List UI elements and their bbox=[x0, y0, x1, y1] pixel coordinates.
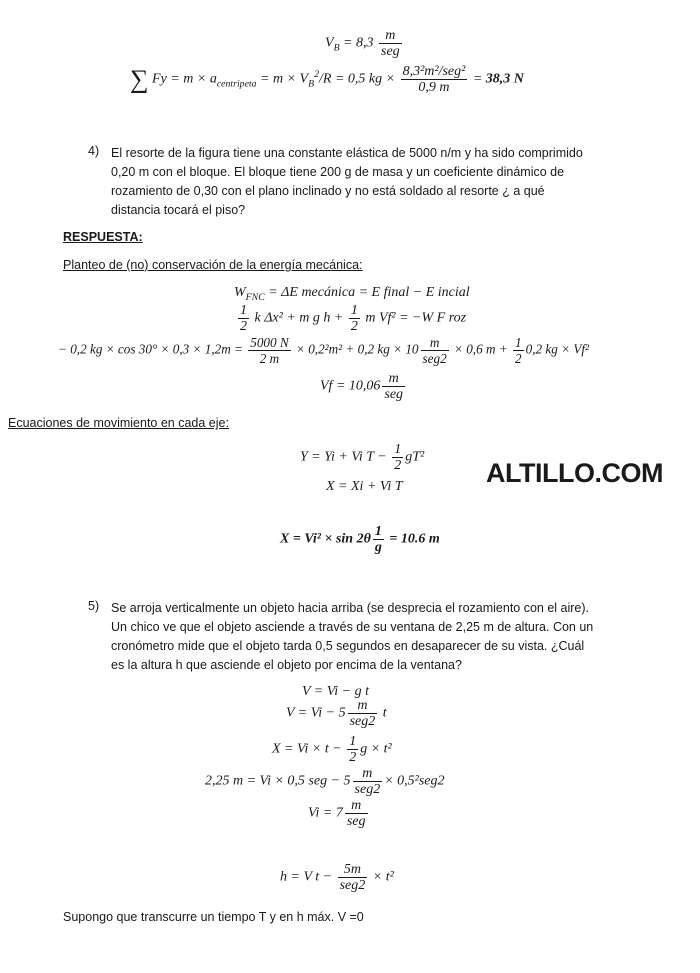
eq-text: g × t² bbox=[360, 741, 392, 757]
frac-den: 2 m bbox=[259, 351, 280, 366]
equation-wfnc bbox=[234, 285, 470, 303]
equation-5-6 bbox=[280, 862, 394, 893]
eq-text: t bbox=[379, 705, 387, 721]
eq-text: X = Vi² × sin 2θ bbox=[280, 531, 371, 547]
problem-4-number: 4) bbox=[88, 144, 100, 158]
equation-5-3 bbox=[272, 734, 392, 765]
eq-subscript: centripeta bbox=[216, 78, 257, 90]
eq-fraction bbox=[248, 335, 290, 366]
frac-num: 8,3²m²/seg² bbox=[402, 64, 466, 79]
frac-den: 2 bbox=[240, 319, 247, 334]
text-line: Se arroja verticalmente un objeto hacia arriba (se desprecia el rozamiento con el aire). bbox=[111, 601, 590, 615]
eq-text: Fy = m × a bbox=[152, 71, 217, 87]
eq-fraction bbox=[345, 798, 368, 829]
text-line: es la altura h que asciende el objeto por encima de la ventana? bbox=[111, 658, 462, 672]
frac-num: 1 bbox=[240, 303, 247, 318]
frac-num: m bbox=[382, 371, 405, 387]
eq-fraction bbox=[353, 766, 383, 797]
frac-num: 5m bbox=[338, 862, 368, 878]
eq-result: 38,3 N bbox=[485, 71, 524, 87]
frac-num: m bbox=[421, 335, 449, 351]
eq-fraction bbox=[349, 303, 360, 334]
eq-text: − 0,2 kg × cos 30° × 0,3 × 1,2m = bbox=[58, 341, 247, 357]
text-line: El resorte de la figura tiene una constante elástica de 5000 n/m y ha sido comprimido bbox=[111, 146, 583, 160]
text-line: rozamiento de 0,30 con el plano inclinado y no está soldado al resorte ¿ a qué bbox=[111, 184, 545, 198]
frac-den: seg bbox=[346, 814, 366, 829]
final-text: Supongo que transcurre un tiempo T y en h máx. V =0 bbox=[63, 910, 364, 924]
eq-text: × 0,5²seg2 bbox=[384, 773, 445, 789]
eq-text: k Δx² + m g h + bbox=[251, 310, 347, 326]
frac-den: seg2 bbox=[422, 351, 447, 366]
equation-vb bbox=[325, 28, 404, 59]
eq-text: h = V t − bbox=[280, 869, 336, 885]
frac-num: 1 bbox=[515, 335, 522, 350]
equation-5-2 bbox=[286, 698, 387, 729]
eq-text: Y = Yi + Vi T − bbox=[300, 449, 391, 465]
problem-5-number: 5) bbox=[88, 599, 100, 613]
frac-den: 2 bbox=[350, 319, 358, 334]
frac-num: 1 bbox=[349, 734, 357, 749]
eq-fraction bbox=[379, 28, 402, 59]
frac-num: m bbox=[345, 798, 368, 814]
problem-4-text bbox=[111, 144, 671, 220]
eq-fraction bbox=[338, 862, 368, 893]
text-line: 0,20 m con el bloque. El bloque tiene 200 g de masa y un coeficiente dinámico de bbox=[111, 165, 565, 179]
frac-num: m bbox=[353, 766, 383, 782]
eq-fraction bbox=[238, 303, 249, 334]
eq-fraction bbox=[348, 698, 378, 729]
eq-text: Vi = 7 bbox=[308, 805, 343, 821]
equation-5-4 bbox=[205, 766, 445, 797]
eq-text: = bbox=[469, 71, 486, 87]
eq-subscript: FNC bbox=[245, 291, 265, 303]
eq-superscript: 2 bbox=[314, 69, 319, 81]
eq-fraction bbox=[421, 335, 449, 366]
frac-num: 1 bbox=[394, 442, 402, 457]
frac-den: 2 bbox=[349, 750, 357, 765]
equation-energy bbox=[236, 303, 466, 334]
planteo-heading: Planteo de (no) conservación de la energía mecánica: bbox=[63, 258, 363, 272]
frac-num: 5000 N bbox=[250, 335, 289, 350]
eq-text: V = Vi − 5 bbox=[286, 705, 346, 721]
equation-5-1: V = Vi − g t bbox=[302, 684, 369, 699]
problem-5-text bbox=[111, 599, 691, 675]
text-line: Un chico ve que el objeto asciende a través de su ventana de 2,25 m de altura. Con un bbox=[111, 620, 594, 634]
equation-y bbox=[300, 442, 424, 473]
frac-den: seg bbox=[384, 387, 404, 402]
sigma-symbol: ∑ bbox=[130, 64, 149, 94]
eq-text: Vf = 10,06 bbox=[320, 378, 381, 394]
eq-text: = 8,3 bbox=[339, 35, 374, 51]
eq-text: = ΔE mecánica = E final − E incial bbox=[264, 285, 470, 300]
eq-fraction bbox=[401, 64, 468, 95]
frac-den: 2 bbox=[515, 351, 522, 366]
equation-vf bbox=[320, 371, 407, 402]
eq-text: × t² bbox=[369, 869, 394, 885]
eq-symbol: V bbox=[325, 35, 334, 51]
frac-num: m bbox=[348, 698, 378, 714]
equation-sum-fy bbox=[130, 64, 524, 95]
frac-num: m bbox=[379, 28, 402, 44]
eq-text: m Vf² = −W F roz bbox=[361, 310, 467, 326]
eq-text: gT² bbox=[405, 449, 425, 465]
equation-numeric bbox=[58, 335, 589, 366]
frac-den: 0,9 m bbox=[418, 80, 450, 95]
eq-fraction bbox=[382, 371, 405, 402]
frac-den: g bbox=[374, 540, 382, 555]
eq-text: × 0,2²m² + 0,2 kg × 10 bbox=[292, 341, 419, 357]
eq-fraction bbox=[347, 734, 358, 765]
eq-text: /R = 0,5 kg × bbox=[319, 71, 396, 87]
eq-fraction bbox=[392, 442, 403, 473]
eq-symbol: W bbox=[234, 285, 246, 300]
eq-text: X = Vi × t − bbox=[272, 741, 346, 757]
frac-num: 1 bbox=[374, 524, 382, 539]
altillo-watermark: ALTILLO.COM bbox=[486, 458, 663, 488]
equation-x: X = Xi + Vi T bbox=[326, 479, 403, 494]
eq-text: × 0,6 m + bbox=[450, 341, 511, 357]
text-line: cronómetro mide que el objeto tarda 0,5 segundos en desaparecer de su vista. ¿Cuál bbox=[111, 639, 585, 653]
frac-den: seg bbox=[381, 44, 400, 59]
eq-subscript: B bbox=[333, 42, 340, 54]
frac-den: seg2 bbox=[339, 878, 366, 893]
eq-text: = 10.6 m bbox=[385, 531, 440, 547]
text-line: distancia tocará el piso? bbox=[111, 203, 246, 217]
respuesta-heading: RESPUESTA: bbox=[63, 230, 143, 244]
equation-5-5 bbox=[308, 798, 370, 829]
frac-den: seg2 bbox=[349, 714, 376, 729]
eq-text: 2,25 m = Vi × 0,5 seg − 5 bbox=[205, 773, 351, 789]
eq-text: = m × V bbox=[256, 71, 309, 87]
ecuaciones-heading: Ecuaciones de movimiento en cada eje: bbox=[8, 416, 229, 430]
frac-den: seg2 bbox=[354, 782, 381, 797]
eq-fraction bbox=[513, 335, 524, 366]
frac-den: 2 bbox=[394, 458, 402, 473]
frac-num: 1 bbox=[350, 303, 358, 318]
eq-fraction bbox=[373, 524, 384, 555]
equation-x-result bbox=[280, 524, 440, 555]
eq-text: 0,2 kg × Vf² bbox=[525, 341, 589, 357]
eq-subscript: B bbox=[308, 78, 315, 90]
